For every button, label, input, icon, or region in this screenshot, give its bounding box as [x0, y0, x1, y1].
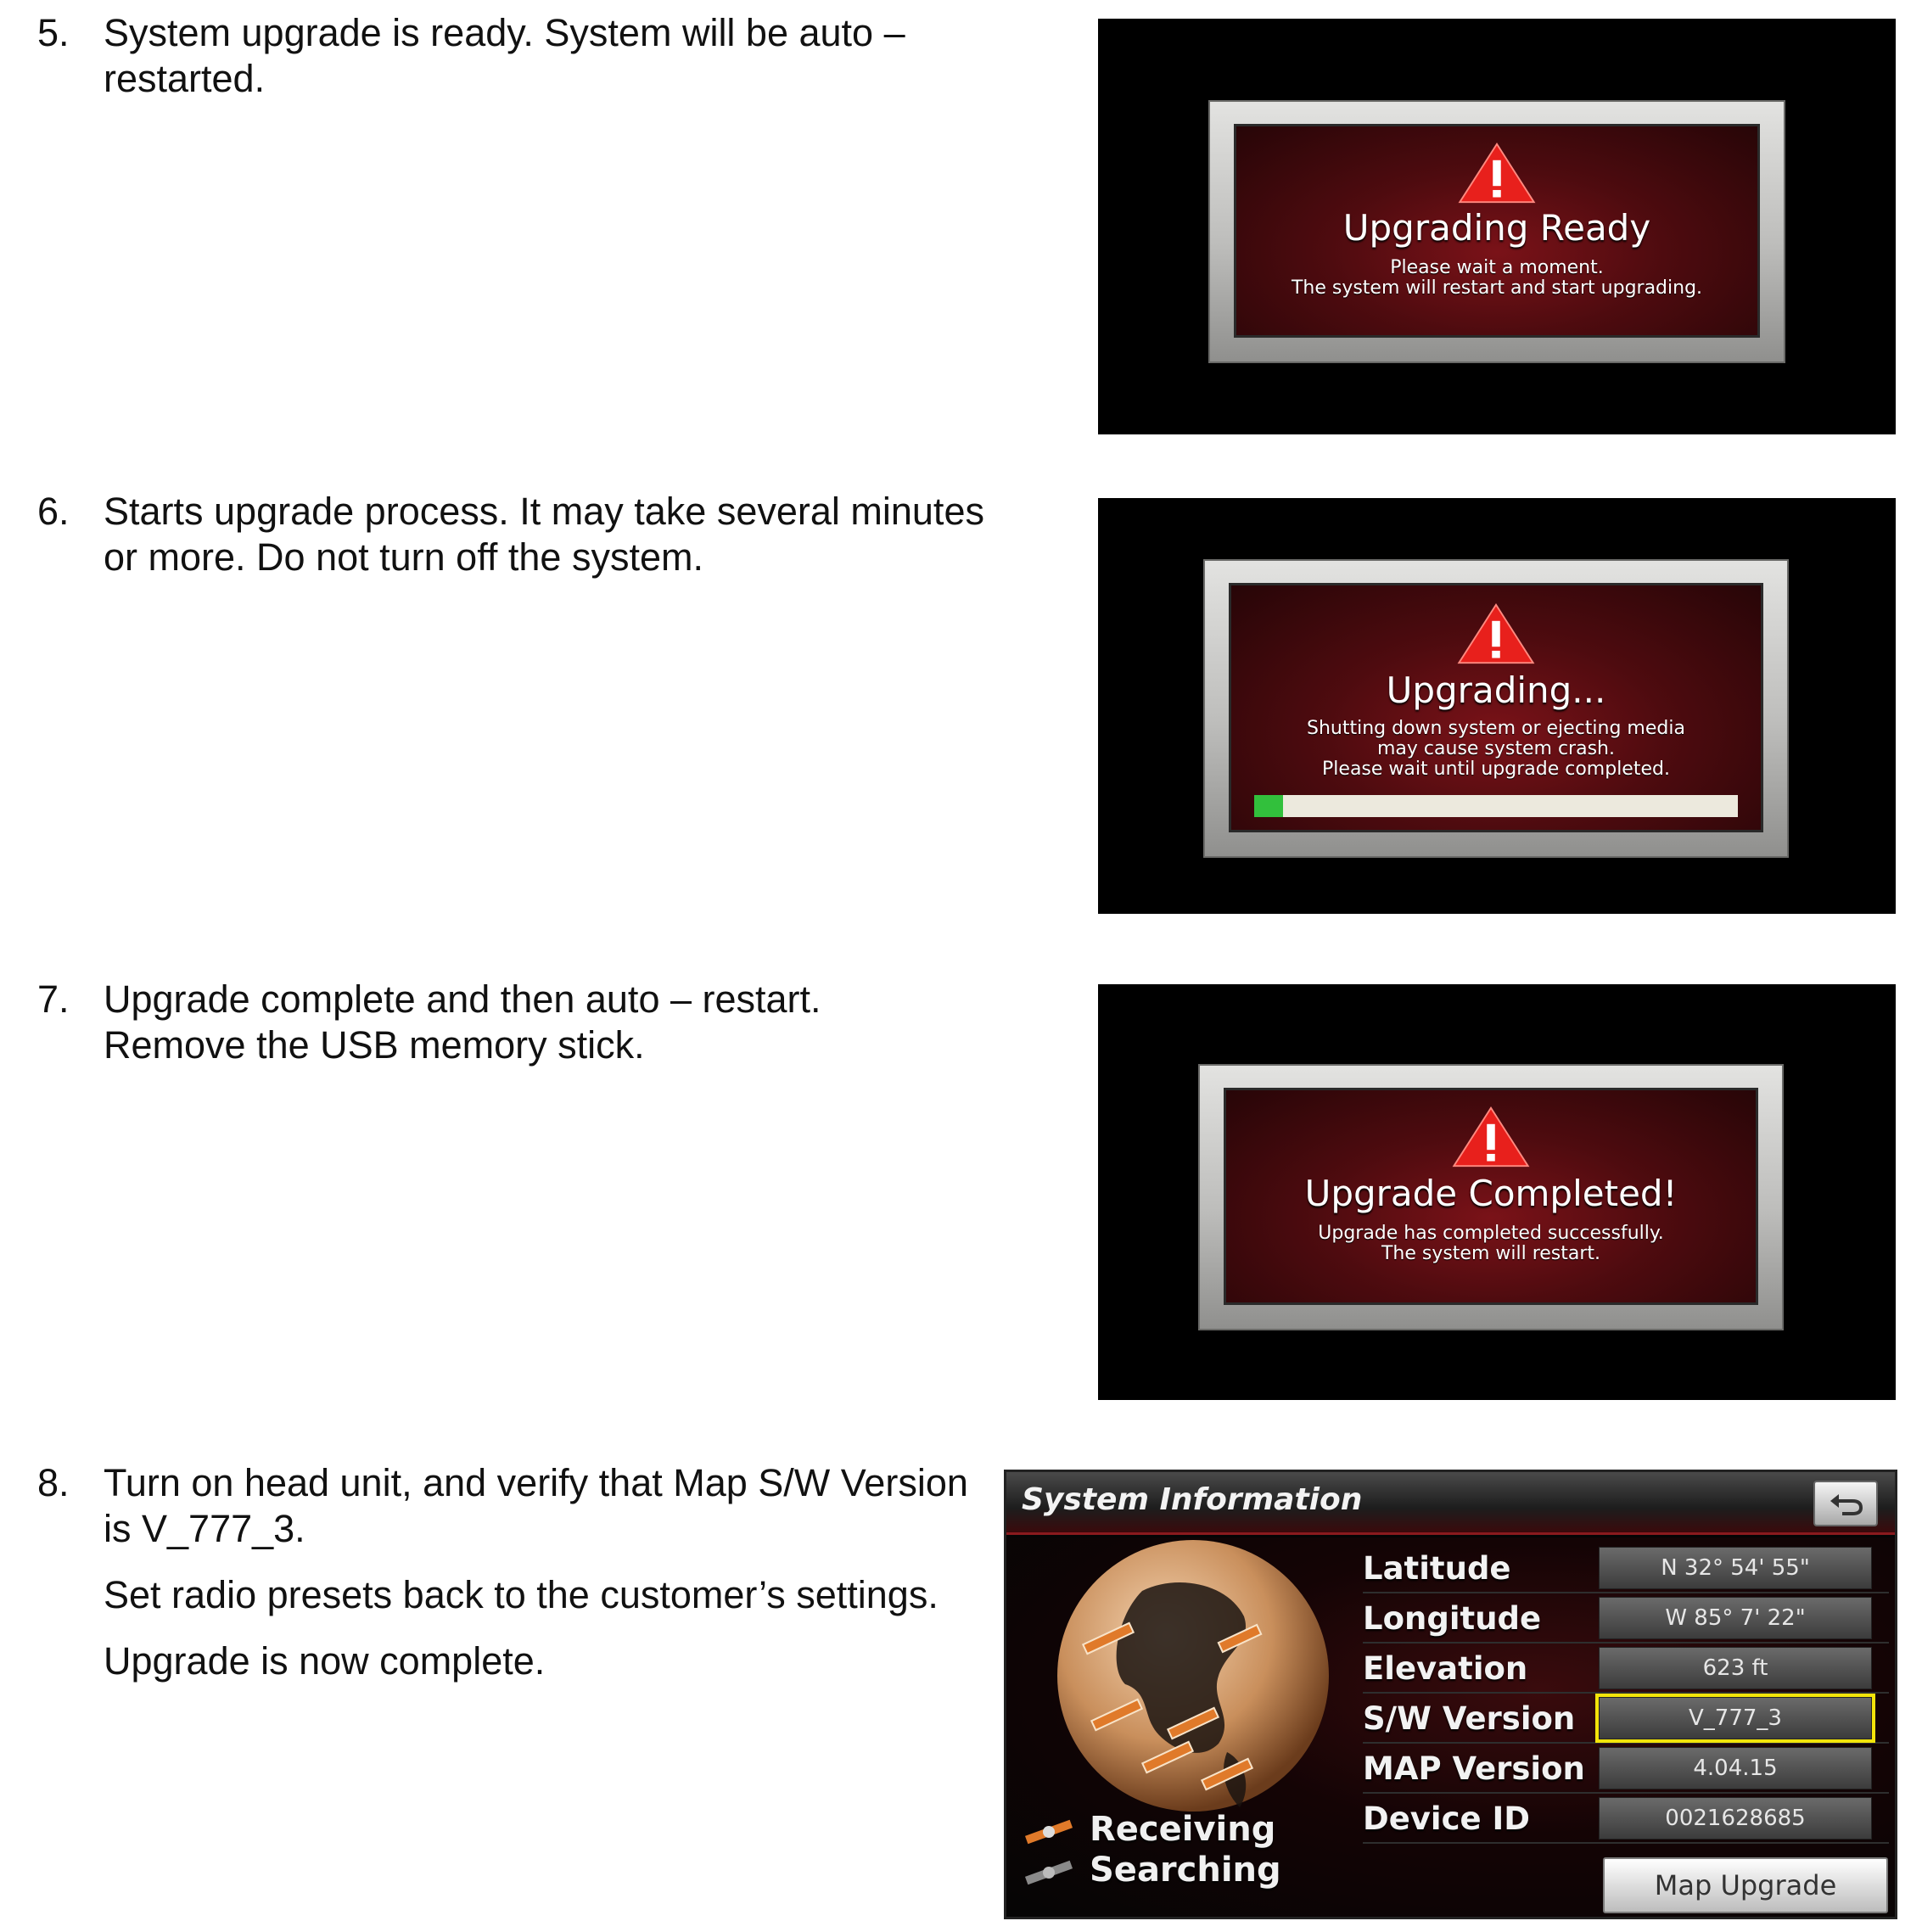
- step-number: 5.: [37, 11, 70, 54]
- status-receiving-label: Receiving: [1090, 1810, 1276, 1849]
- row-value: 4.04.15: [1599, 1747, 1872, 1789]
- dialog-frame: [1198, 1064, 1784, 1330]
- satellite-icon: [1023, 1856, 1074, 1887]
- step-text: System upgrade is ready. System will be auto – restarted.: [104, 11, 905, 100]
- step-number: 7.: [37, 977, 70, 1021]
- step-text: Turn on head unit, and verify that Map S/W Version is V_777_3.: [104, 1461, 968, 1550]
- back-arrow-icon: [1827, 1491, 1864, 1516]
- warning-icon: [1450, 1105, 1532, 1169]
- progress-fill: [1254, 795, 1283, 817]
- step-text: Upgrade complete and then auto – restart. Remove the USB memory stick.: [104, 977, 821, 1067]
- row-label: Device ID: [1363, 1800, 1530, 1837]
- step-text: Upgrade is now complete.: [104, 1639, 546, 1683]
- dialog-panel: [1224, 1088, 1758, 1305]
- screenshot-upgrading-ready: [1098, 19, 1896, 434]
- status-receiving: [1023, 1810, 1275, 1849]
- step-5: [37, 10, 988, 102]
- step-number: 6.: [37, 490, 70, 533]
- dialog-message: Shutting down system or ejecting media: [1307, 718, 1685, 739]
- upgrade-progress-bar: [1254, 795, 1738, 817]
- row-latitude: [1363, 1543, 1889, 1593]
- dialog-panel: [1229, 583, 1763, 832]
- row-map-version: [1363, 1744, 1889, 1794]
- system-info-header: [1006, 1472, 1895, 1535]
- warning-icon: [1455, 602, 1537, 666]
- system-info-title: System Information: [1022, 1482, 1363, 1517]
- step-8: [37, 1460, 988, 1684]
- row-label: S/W Version: [1363, 1700, 1576, 1737]
- dialog-message: The system will restart.: [1381, 1243, 1601, 1264]
- row-longitude: [1363, 1593, 1889, 1644]
- step-7: [37, 977, 988, 1068]
- row-value: N 32° 54' 55": [1599, 1547, 1872, 1589]
- dialog-message: Please wait a moment.: [1390, 257, 1604, 278]
- screenshot-upgrading: [1098, 498, 1896, 914]
- sw-version-value-highlighted: V_777_3: [1599, 1697, 1872, 1739]
- row-label: Elevation: [1363, 1650, 1528, 1687]
- dialog-title: Upgrading Ready: [1342, 207, 1651, 249]
- dialog-frame: [1208, 100, 1785, 363]
- status-searching: [1023, 1851, 1281, 1890]
- step-number: 8.: [37, 1461, 70, 1504]
- dialog-message: The system will restart and start upgrading.: [1291, 277, 1703, 299]
- row-value: W 85° 7' 22": [1599, 1597, 1872, 1639]
- dialog-frame: [1203, 559, 1789, 858]
- dialog-panel: [1234, 124, 1760, 338]
- row-value: 0021628685: [1599, 1797, 1872, 1840]
- row-device-id: [1363, 1794, 1889, 1844]
- screenshot-upgrade-completed: [1098, 984, 1896, 1400]
- warning-icon: [1456, 141, 1538, 205]
- system-info-table: [1363, 1543, 1889, 1844]
- row-elevation: [1363, 1644, 1889, 1694]
- status-searching-label: Searching: [1090, 1851, 1281, 1890]
- step-text: Set radio presets back to the customer’s settings.: [104, 1573, 939, 1616]
- step-text: Starts upgrade process. It may take several minutes or more. Do not turn off the system.: [104, 490, 984, 579]
- dialog-message: Upgrade has completed successfully.: [1318, 1223, 1664, 1244]
- globe-icon: [1015, 1540, 1346, 1820]
- map-upgrade-button[interactable]: Map Upgrade: [1603, 1857, 1888, 1913]
- dialog-title: Upgrading...: [1386, 669, 1606, 711]
- row-label: Latitude: [1363, 1550, 1511, 1587]
- back-button[interactable]: [1813, 1481, 1878, 1526]
- row-value: 623 ft: [1599, 1647, 1872, 1689]
- satellite-icon: [1023, 1816, 1074, 1846]
- step-6: [37, 489, 988, 580]
- row-label: Longitude: [1363, 1600, 1542, 1637]
- row-sw-version: [1363, 1694, 1889, 1744]
- row-label: MAP Version: [1363, 1750, 1585, 1787]
- screenshot-system-information: [1004, 1470, 1897, 1919]
- dialog-message: Please wait until upgrade completed.: [1322, 759, 1670, 780]
- dialog-message: may cause system crash.: [1377, 738, 1615, 759]
- dialog-title: Upgrade Completed!: [1304, 1173, 1678, 1214]
